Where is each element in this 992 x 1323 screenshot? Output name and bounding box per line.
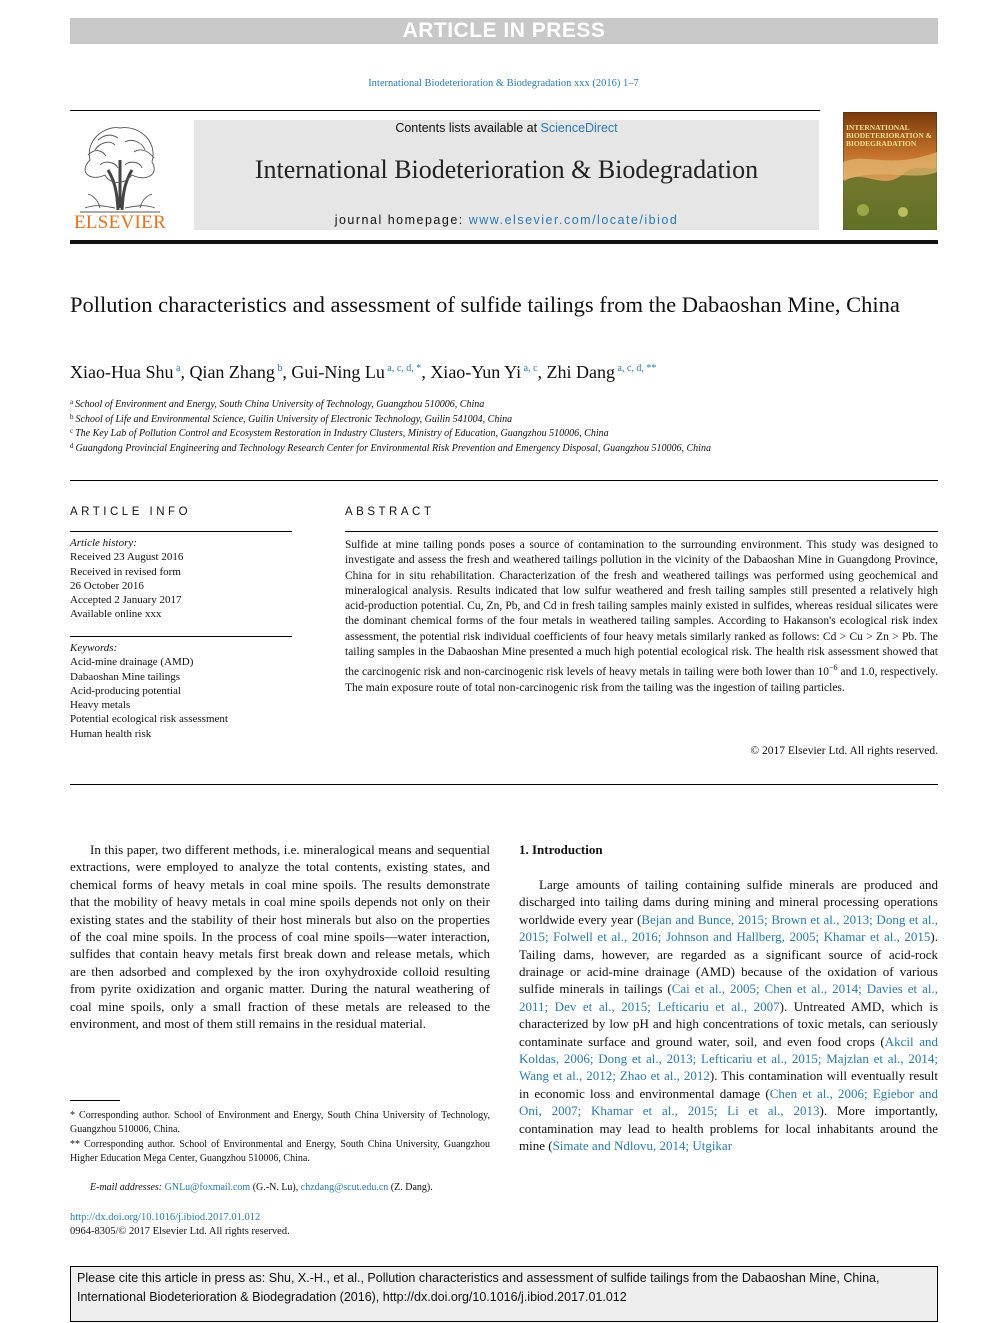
keywords-block bbox=[70, 641, 292, 741]
abstract-rule bbox=[345, 531, 938, 532]
author-affiliation-marks[interactable]: a, c, d, ** bbox=[615, 363, 657, 374]
intro-text: Large amounts of tailing containing sulfide minerals are produced and discharged into tailing dams during mining and mineral processing operations worldwide every year ( bbox=[519, 877, 938, 927]
journal-homepage-line bbox=[194, 213, 819, 227]
history-item: Available online xxx bbox=[70, 608, 162, 621]
affiliation-a: $^a$ School of Environment and Energy, South China University of Technology, Guangzhou 510006, China bbox=[70, 398, 485, 410]
citation-link[interactable]: Cai et al., 2005; Chen et al., 2014; Davies et al., 2011; Dev et al., 2015; Lefticariu et al., 2007 bbox=[519, 981, 938, 1014]
doi-link[interactable]: http://dx.doi.org/10.1016/j.ibiod.2017.01.012 bbox=[70, 1212, 261, 1223]
email-link[interactable]: chzdang@scut.edu.cn bbox=[300, 1182, 389, 1193]
header-rule bbox=[70, 110, 820, 111]
corresponding-author-1: * Corresponding author. School of Environment and Energy, South China University of Technology, Guangzhou 510006, China. bbox=[70, 1110, 490, 1136]
keyword: Acid-producing potential bbox=[70, 684, 181, 697]
citation-link[interactable]: Bejan and Bunce, 2015; Brown et al., 2013; Dong et al., 2015; Folwell et al., 2016; Johnson and Hallberg, 2005; Khamar et al., 2015 bbox=[519, 911, 938, 945]
author-list bbox=[70, 362, 938, 383]
author-affiliation-marks[interactable]: a, c bbox=[521, 363, 538, 374]
article-title: Pollution characteristics and assessment of sulfide tailings from the Dabaoshan Mine, China bbox=[70, 292, 900, 317]
history-item: Received in revised form bbox=[70, 565, 181, 578]
author-name: Gui-Ning Lu bbox=[291, 362, 385, 382]
intro-text: ). More importantly, contamination may lead to health problems for local inhabitants around the mine ( bbox=[519, 1103, 938, 1154]
history-rule bbox=[70, 636, 292, 637]
abstract-heading: ABSTRACT bbox=[345, 506, 435, 518]
sciencedirect-link[interactable]: ScienceDirect bbox=[540, 121, 618, 135]
history-item: Accepted 2 January 2017 bbox=[70, 594, 182, 607]
affiliations-rule bbox=[70, 480, 938, 481]
tree-icon bbox=[80, 128, 160, 212]
citation-link[interactable]: Akcil and Koldas, 2006; Dong et al., 2013; Lefticariu et al., 2015; Majzlan et al., 2014; Wang et al., 2012; Zhao et al., 2012 bbox=[519, 1033, 938, 1084]
history-item: Received 23 August 2016 bbox=[70, 551, 184, 564]
author-separator: , bbox=[421, 362, 431, 382]
journal-citation-line[interactable]: International Biodeterioration & Biodegradation xxx (2016) 1–7 bbox=[368, 78, 639, 89]
keywords-label: Keywords: bbox=[70, 642, 118, 654]
elsevier-wordmark: ELSEVIER bbox=[73, 212, 167, 233]
exponent: −6 bbox=[828, 663, 838, 673]
keyword: Heavy metals bbox=[70, 699, 131, 712]
author-affiliation-marks[interactable]: a, c, d, * bbox=[384, 363, 422, 374]
keyword: Acid-mine drainage (AMD) bbox=[70, 656, 194, 669]
masthead-bottom-rule bbox=[70, 240, 938, 244]
introduction-paragraph bbox=[519, 876, 938, 1155]
affiliation-b: $^b$ School of Life and Environmental Science, Guilin University of Electronic Technology, Guilin 541004, China bbox=[70, 412, 513, 425]
email-addresses: E-mail addresses: GNLu@foxmail.com (G.-N. Lu), chzdang@scut.edu.cn (Z. Dang). bbox=[90, 1182, 433, 1193]
footnote-rule bbox=[70, 1100, 120, 1101]
author-affiliation-marks[interactable]: a bbox=[173, 363, 181, 374]
article-info-rule bbox=[70, 531, 292, 532]
author-name: Zhi Dang bbox=[546, 362, 616, 382]
author-separator: , bbox=[537, 362, 547, 382]
cite-line-2: International Biodeterioration & Biodegradation (2016), http://dx.doi.org/10.1016/j.ibiod.2017.01.012 bbox=[77, 1290, 627, 1304]
affiliation-c: $^c$ The Key Lab of Pollution Control and Ecosystem Restoration in Industry Clusters, Ministry of Education, Guangzhou 510006, China bbox=[70, 427, 609, 439]
article-history bbox=[70, 536, 292, 622]
intro-text: ). Untreated AMD, which is characterized by low pH and high concentrations of toxic metals, can seriously contaminate surface and ground water, soil, and even food crops ( bbox=[519, 998, 939, 1049]
intro-text: ). This contamination will eventually result in economic loss and environmental damage ( bbox=[519, 1068, 938, 1101]
cite-this-article-box bbox=[70, 1266, 938, 1322]
article-info-heading: ARTICLE INFO bbox=[70, 506, 192, 518]
email-link[interactable]: GNLu@foxmail.com bbox=[164, 1182, 251, 1193]
author-name: Xiao-Yun Yi bbox=[430, 362, 522, 382]
citation-link[interactable]: Chen et al., 2006; Egiebor and Oni, 2007; Khamar et al., 2015; Li et al., 2013 bbox=[519, 1085, 938, 1119]
intro-text: ). Tailing dams, however, are regarded as a significant source of acid-rock drainage or acid-mine drainage (AMD) because of the oxidation of various sulfide minerals in tailings ( bbox=[519, 929, 938, 997]
homepage-link[interactable]: www.elsevier.com/locate/ibiod bbox=[468, 213, 679, 227]
cover-journal-title: INTERNATIONAL BIODETERIORATION & BIODEGRADATION bbox=[846, 123, 932, 148]
abstract-copyright: © 2017 Elsevier Ltd. All rights reserved. bbox=[750, 745, 938, 757]
author-separator: , bbox=[180, 362, 190, 382]
citation-link[interactable]: Simate and Ndlovu, 2014; Utgikar bbox=[552, 1138, 733, 1154]
history-item: 26 October 2016 bbox=[70, 579, 144, 592]
abstract-text: Sulfide at mine tailing ponds poses a source of contamination to the surrounding environment. This study was designed to investigate and assess the fresh and weathered tailings pollution in the vicinity of the Dabaoshan Mine in Guangdong Province, China for in situ rehabilitation. Characterization of the fresh and weathered tailings was performed using geochemical and mineralogical analysis. Results indicated that low sulfur weathered and fresh tailing samples still presented a relatively high acid-production potential. Cu, Zn, Pb, and Cd in fresh tailing samples mainly existed in sulfides, whereas residual silicates were the dominant chemical forms of the four metals in weathered tailing samples. According to Hakanson's ecological risk index assessment, the potential risk individual coefficients of four heavy metals similarly ranked as follows: Cd > Cu > Zn > Pb. The tailing samples in the Dabaoshan Mine presented a much high potential ecological risk. The health risk assessment showed that the carcinogenic risk and non-carcinogenic risk levels of heavy metals in tailing were both lower than $10^{-6}$ and 1.0, respectively. The main exposure route of total non-carcinogenic risk from the tailing was the ingestion of tailing particles. bbox=[345, 539, 938, 694]
introduction-heading: 1. Introduction bbox=[519, 842, 603, 857]
body-paragraph-left: In this paper, two different methods, i.e. mineralogical means and sequential extractions, were employed to analyze the total contents, existing states, and chemical forms of heavy metals in coal mine spoils. The results demonstrate that the mobility of heavy metals in coal mine spoils depends not only on their existing states and the stability of their host minerals but also on the properties of the coal mine spoils. In the process of coal mine spoils—water interaction, sulfides that contain heavy metals first break down and release metals, which are then adsorbed and complexed by the iron oxyhydroxide colloid resulting from pyrite oxidization and organic matter. During the natural weathering of coal mine spoils, only a small fraction of these metals are released to the environment, and most of them still remains in the residual material. bbox=[70, 842, 490, 1032]
keyword: Dabaoshan Mine tailings bbox=[70, 670, 180, 683]
contents-prefix: Contents lists available at bbox=[395, 121, 541, 135]
author-name: Qian Zhang bbox=[189, 362, 275, 382]
history-label: Article history: bbox=[70, 537, 137, 549]
author-name: Xiao-Hua Shu bbox=[70, 362, 174, 382]
author-separator: , bbox=[282, 362, 292, 382]
cite-line-1: Please cite this article in press as: Shu, X.-H., et al., Pollution characteristics and assessment of sulfide tailings from the Dabaoshan Mine, China, bbox=[77, 1271, 880, 1285]
issn-line: 0964-8305/© 2017 Elsevier Ltd. All rights reserved. bbox=[70, 1226, 290, 1237]
homepage-prefix: journal homepage: bbox=[334, 213, 469, 227]
journal-title: International Biodeterioration & Biodegradation bbox=[254, 155, 759, 184]
keyword: Human health risk bbox=[70, 727, 152, 740]
contents-line bbox=[194, 121, 819, 135]
affiliation-d: $^d$ Guangdong Provincial Engineering and Technology Research Center for Environmental Risk Prevention and Emergency Disposal, Guangzhou 510006, China bbox=[70, 441, 711, 454]
abstract-bottom-rule bbox=[70, 784, 938, 785]
author-affiliation-marks[interactable]: b bbox=[274, 363, 283, 374]
corresponding-author-2: ** Corresponding author. School of Environmental and Energy, South China University, Guangzhou Higher Education Mega Center, Guangzhou 510006, China. bbox=[70, 1139, 490, 1165]
keyword: Potential ecological risk assessment bbox=[70, 713, 228, 726]
article-in-press-banner: ARTICLE IN PRESS bbox=[70, 18, 938, 44]
